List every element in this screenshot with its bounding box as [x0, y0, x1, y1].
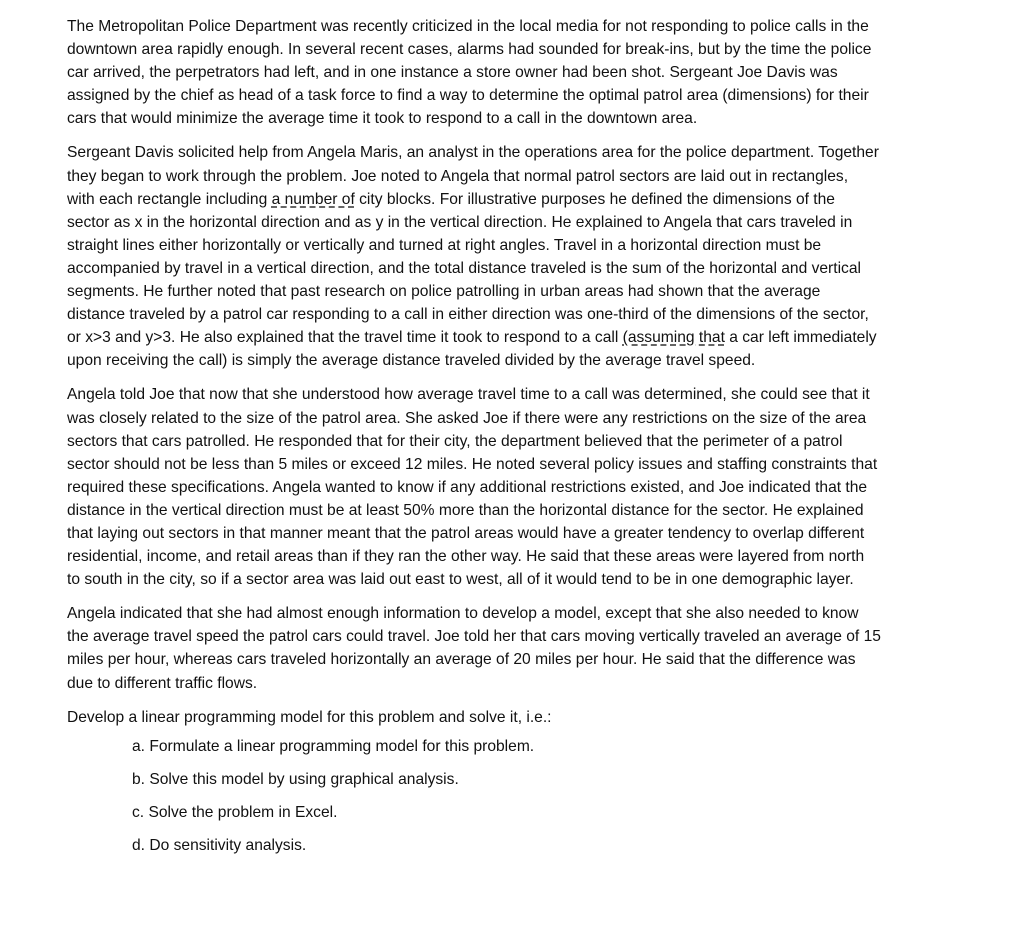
- paragraph-restrictions: [67, 383, 967, 591]
- text-line: assigned by the chief as head of a task force to find a way to determine the optimal patrol area (dimensions) for their: [67, 87, 869, 105]
- text-line: was closely related to the size of the patrol area. She asked Joe if there were any restrictions on the size of the area: [67, 409, 867, 427]
- text-segment: or x>3 and y>3. He also explained that the travel time it took to respond to a call: [67, 329, 623, 347]
- text-line: Sergeant Davis solicited help from Angela Maris, an analyst in the operations area for the police department. Together: [67, 144, 879, 162]
- text-line: sector as x in the horizontal direction and as y in the vertical direction. He explained to Angela that cars traveled in: [67, 213, 853, 231]
- text-line: segments. He further noted that past research on police patrolling in urban areas had shown that the average: [67, 283, 821, 301]
- text-line: the average travel speed the patrol cars could travel. Joe told her that cars moving vertically traveled an average of 15: [67, 628, 881, 646]
- text-segment: city blocks. For illustrative purposes he defined the dimensions of the: [354, 190, 835, 208]
- text-line: Develop a linear programming model for this problem and solve it, i.e.:: [67, 708, 552, 726]
- text-line: distance traveled by a patrol car responding to a call in either direction was one-third of the dimensions of the sector,: [67, 306, 869, 324]
- document-body: [67, 15, 967, 857]
- text-line: downtown area rapidly enough. In several recent cases, alarms had sounded for break-ins, but by the time the police: [67, 41, 872, 59]
- task-intro: [67, 706, 967, 729]
- task-item-b: b. Solve this model by using graphical analysis.: [132, 770, 459, 788]
- task-list: [67, 735, 967, 857]
- text-segment: with each rectangle including: [67, 190, 272, 208]
- text-line: residential, income, and retail areas than if they ran the other way. He said that these areas were layered from north: [67, 548, 865, 566]
- flagged-phrase: (assuming that: [622, 329, 725, 347]
- text-line: car arrived, the perpetrators had left, and in one instance a store owner had been shot. Sergeant Joe Davis was: [67, 64, 838, 82]
- text-line: to south in the city, so if a sector area was laid out east to west, all of it would tend to be in one demographic layer.: [67, 571, 854, 589]
- text-line: The Metropolitan Police Department was recently criticized in the local media for not responding to police calls in the: [67, 18, 869, 35]
- paragraph-travel-speed: [67, 602, 967, 694]
- task-item-c: c. Solve the problem in Excel.: [132, 803, 338, 821]
- text-line: miles per hour, whereas cars traveled horizontally an average of 20 miles per hour. He said that the difference was: [67, 651, 856, 669]
- flagged-phrase: a number of: [271, 190, 355, 208]
- text-line: required these specifications. Angela wanted to know if any additional restrictions existed, and Joe indicated that the: [67, 478, 868, 496]
- text-line: [67, 326, 967, 349]
- text-line: accompanied by travel in a vertical direction, and the total distance traveled is the sum of the horizontal and vertical: [67, 259, 861, 277]
- text-line: Angela told Joe that now that she understood how average travel time to a call was determined, she could see that it: [67, 386, 870, 404]
- text-line: distance in the vertical direction must be at least 50% more than the horizontal distance for the sector. He explained: [67, 501, 864, 519]
- text-line: they began to work through the problem. Joe noted to Angela that normal patrol sectors are laid out in rectangles,: [67, 167, 849, 185]
- text-line: sector should not be less than 5 miles or exceed 12 miles. He noted several policy issues and staffing constraints that: [67, 455, 878, 473]
- task-item-d: d. Do sensitivity analysis.: [132, 836, 307, 854]
- text-line: due to different traffic flows.: [67, 674, 258, 692]
- text-line: cars that would minimize the average time it took to respond to a call in the downtown area.: [67, 110, 698, 128]
- paragraph-sector-dimensions: [67, 141, 967, 372]
- task-item-a: a. Formulate a linear programming model for this problem.: [132, 737, 535, 755]
- text-line: straight lines either horizontally or vertically and turned at right angles. Travel in a horizontal direction must be: [67, 236, 822, 254]
- text-line: that laying out sectors in that manner meant that the patrol areas would have a greater tendency to overlap different: [67, 524, 865, 542]
- text-line: [67, 188, 967, 211]
- text-line: sectors that cars patrolled. He responded that for their city, the department believed that the perimeter of a patrol: [67, 432, 843, 450]
- text-line: Angela indicated that she had almost enough information to develop a model, except that she also needed to know: [67, 605, 859, 623]
- text-segment: a car left immediately: [724, 329, 877, 347]
- paragraph-intro: [67, 15, 967, 130]
- text-line: upon receiving the call) is simply the average distance traveled divided by the average travel speed.: [67, 352, 756, 370]
